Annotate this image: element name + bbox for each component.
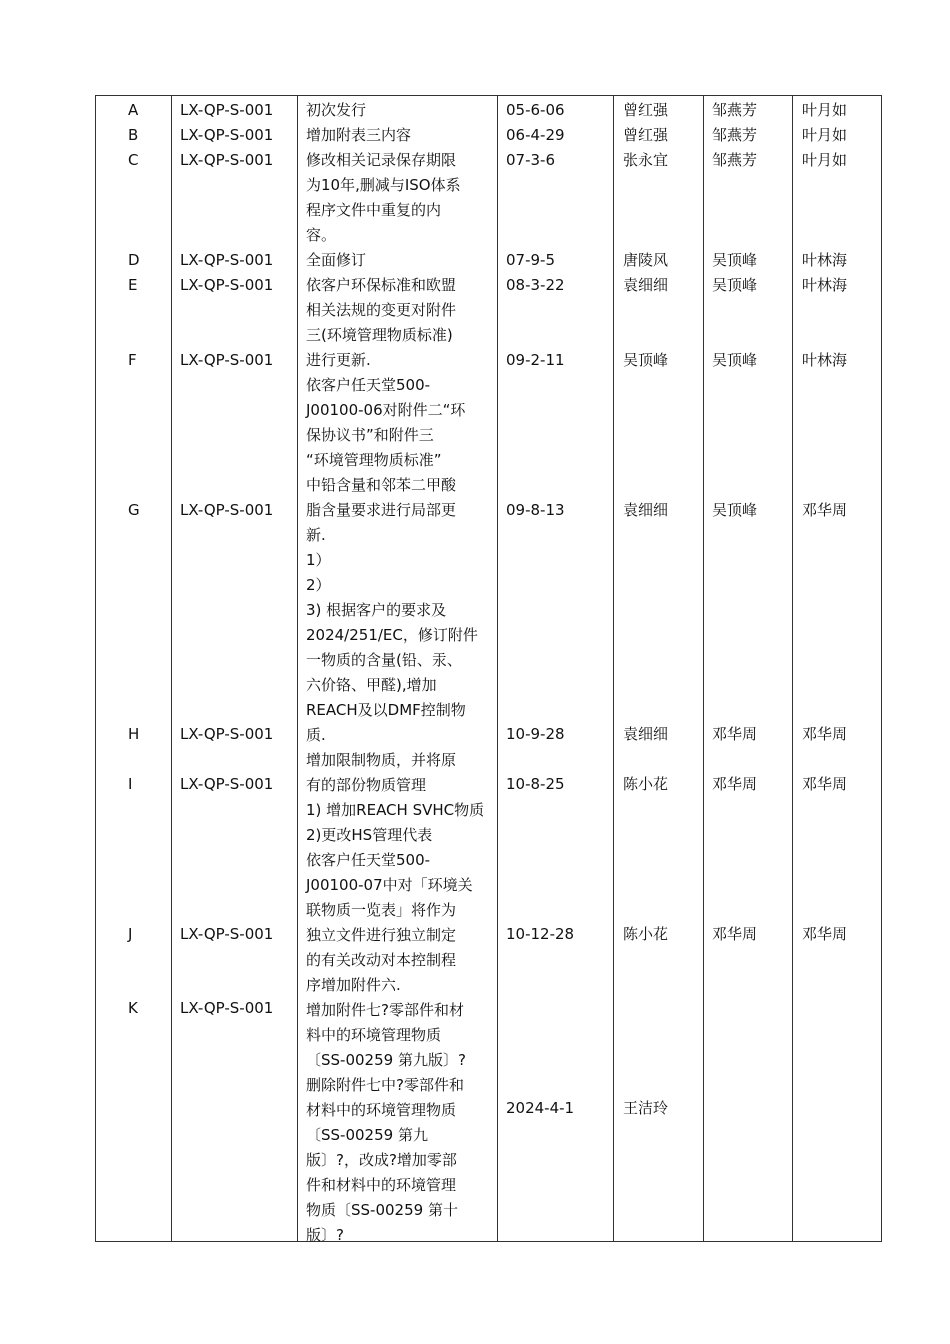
prepared-by: 曾红强	[623, 126, 669, 144]
description-line: 的有关改动对本控制程	[306, 951, 457, 969]
revision-code: I	[128, 775, 133, 793]
prepared-by: 张永宜	[623, 151, 669, 169]
description-line: 为10年,删减与ISO体系	[306, 176, 461, 194]
document-number: LX-QP-S-001	[180, 999, 274, 1017]
reviewed-by: 邹燕芳	[712, 126, 758, 144]
description-line: 依客户环保标准和欧盟	[306, 276, 457, 294]
description-line: 2024/251/EC，修订附件	[306, 626, 478, 644]
description-line: 初次发行	[306, 101, 367, 119]
description-line: 程序文件中重复的内	[306, 201, 442, 219]
column-divider	[703, 96, 704, 1241]
description-line: 增加限制物质，并将原	[306, 751, 457, 769]
prepared-by: 袁细细	[623, 276, 669, 294]
column-divider	[613, 96, 614, 1241]
revision-code: E	[128, 276, 138, 294]
description-line: 质.	[306, 726, 326, 744]
reviewed-by: 吴顶峰	[712, 501, 758, 519]
description-line: 2)更改HS管理代表	[306, 826, 433, 844]
description-line: J00100-06对附件二“环	[306, 401, 466, 419]
description-line: 版〕?，改成?增加零部	[306, 1151, 457, 1169]
reviewed-by: 吴顶峰	[712, 251, 758, 269]
approved-by: 邓华周	[802, 501, 848, 519]
reviewed-by: 邓华周	[712, 725, 758, 743]
description-line: REACH及以DMF控制物	[306, 701, 466, 719]
description-line: 修改相关记录保存期限	[306, 151, 457, 169]
description-line: 1）	[306, 551, 331, 569]
revision-date: 10-9-28	[506, 725, 565, 743]
description-line: 保协议书”和附件三	[306, 426, 434, 444]
revision-date: 08-3-22	[506, 276, 565, 294]
document-number: LX-QP-S-001	[180, 101, 274, 119]
description-line: 材料中的环境管理物质	[306, 1101, 457, 1119]
description-line: 六价铬、甲醛),增加	[306, 676, 437, 694]
document-number: LX-QP-S-001	[180, 501, 274, 519]
approved-by: 邓华周	[802, 725, 848, 743]
revision-code: G	[128, 501, 140, 519]
revision-code: F	[128, 351, 137, 369]
description-line: “环境管理物质标准”	[306, 451, 442, 469]
revision-date: 07-3-6	[506, 151, 555, 169]
description-line: 依客户任天堂500-	[306, 376, 431, 394]
description-line: 删除附件七中?零部件和	[306, 1076, 464, 1094]
description-line: 独立文件进行独立制定	[306, 926, 457, 944]
prepared-by: 袁细细	[623, 501, 669, 519]
revision-date: 10-8-25	[506, 775, 565, 793]
document-number: LX-QP-S-001	[180, 351, 274, 369]
description-line: 联物质一览表」将作为	[306, 901, 457, 919]
description-line: 版〕?	[306, 1226, 344, 1244]
description-line: 2）	[306, 576, 331, 594]
revision-code: K	[128, 999, 138, 1017]
reviewed-by: 邓华周	[712, 925, 758, 943]
description-line: 有的部份物质管理	[306, 776, 427, 794]
description-line: 容。	[306, 226, 337, 244]
revision-code: A	[128, 101, 139, 119]
document-number: LX-QP-S-001	[180, 251, 274, 269]
revision-date: 09-8-13	[506, 501, 565, 519]
approved-by: 叶月如	[802, 151, 848, 169]
description-line: J00100-07中对「环境关	[306, 876, 473, 894]
description-line: 三(环境管理物质标准)	[306, 326, 453, 344]
revision-code: C	[128, 151, 139, 169]
column-divider	[171, 96, 172, 1241]
prepared-by: 陈小花	[623, 775, 669, 793]
change-description-column	[306, 98, 494, 1248]
reviewed-by: 邓华周	[712, 775, 758, 793]
document-number: LX-QP-S-001	[180, 126, 274, 144]
prepared-by: 曾红强	[623, 101, 669, 119]
reviewed-by: 吴顶峰	[712, 276, 758, 294]
description-line: 〔SS-00259 第九	[306, 1126, 428, 1144]
description-line: 物质〔SS-00259 第十	[306, 1201, 458, 1219]
approved-by: 叶林海	[802, 351, 848, 369]
prepared-by: 吴顶峰	[623, 351, 669, 369]
revision-code: J	[128, 925, 133, 943]
description-line: 料中的环境管理物质	[306, 1026, 442, 1044]
revision-code: H	[128, 725, 140, 743]
approved-by: 叶月如	[802, 126, 848, 144]
reviewed-by: 邹燕芳	[712, 151, 758, 169]
revision-code: D	[128, 251, 140, 269]
description-line: 全面修订	[306, 251, 367, 269]
description-line: 中铅含量和邻苯二甲酸	[306, 476, 457, 494]
column-divider	[792, 96, 793, 1241]
description-line: 依客户任天堂500-	[306, 851, 431, 869]
description-line: 进行更新.	[306, 351, 371, 369]
prepared-by: 唐陵风	[623, 251, 669, 269]
revision-date: 06-4-29	[506, 126, 565, 144]
document-number: LX-QP-S-001	[180, 775, 274, 793]
revision-date: 07-9-5	[506, 251, 555, 269]
description-line: 增加附表三内容	[306, 126, 412, 144]
column-divider	[297, 96, 298, 1241]
reviewed-by: 吴顶峰	[712, 351, 758, 369]
document-number: LX-QP-S-001	[180, 925, 274, 943]
description-line: 3) 根据客户的要求及	[306, 601, 447, 619]
description-line: 件和材料中的环境管理	[306, 1176, 457, 1194]
column-divider	[497, 96, 498, 1241]
document-number: LX-QP-S-001	[180, 151, 274, 169]
description-line: 脂含量要求进行局部更	[306, 501, 457, 519]
reviewed-by: 邹燕芳	[712, 101, 758, 119]
revision-date: 10-12-28	[506, 925, 575, 943]
revision-date: 09-2-11	[506, 351, 565, 369]
description-line: 〔SS-00259 第九版〕?	[306, 1051, 466, 1069]
revision-date: 2024-4-1	[506, 1099, 575, 1117]
approved-by: 邓华周	[802, 775, 848, 793]
approved-by: 叶林海	[802, 251, 848, 269]
revision-history-table	[95, 95, 882, 1242]
prepared-by: 陈小花	[623, 925, 669, 943]
document-number: LX-QP-S-001	[180, 276, 274, 294]
approved-by: 叶月如	[802, 101, 848, 119]
description-line: 新.	[306, 526, 326, 544]
approved-by: 邓华周	[802, 925, 848, 943]
description-line: 序增加附件六.	[306, 976, 401, 994]
prepared-by: 王洁玲	[623, 1099, 669, 1117]
prepared-by: 袁细细	[623, 725, 669, 743]
document-number: LX-QP-S-001	[180, 725, 274, 743]
revision-date: 05-6-06	[506, 101, 565, 119]
description-line: 增加附件七?零部件和材	[306, 1001, 464, 1019]
approved-by: 叶林海	[802, 276, 848, 294]
description-line: 一物质的含量(铅、汞、	[306, 651, 462, 669]
revision-code: B	[128, 126, 139, 144]
description-line: 1) 增加REACH SVHC物质	[306, 801, 485, 819]
description-line: 相关法规的变更对附件	[306, 301, 457, 319]
